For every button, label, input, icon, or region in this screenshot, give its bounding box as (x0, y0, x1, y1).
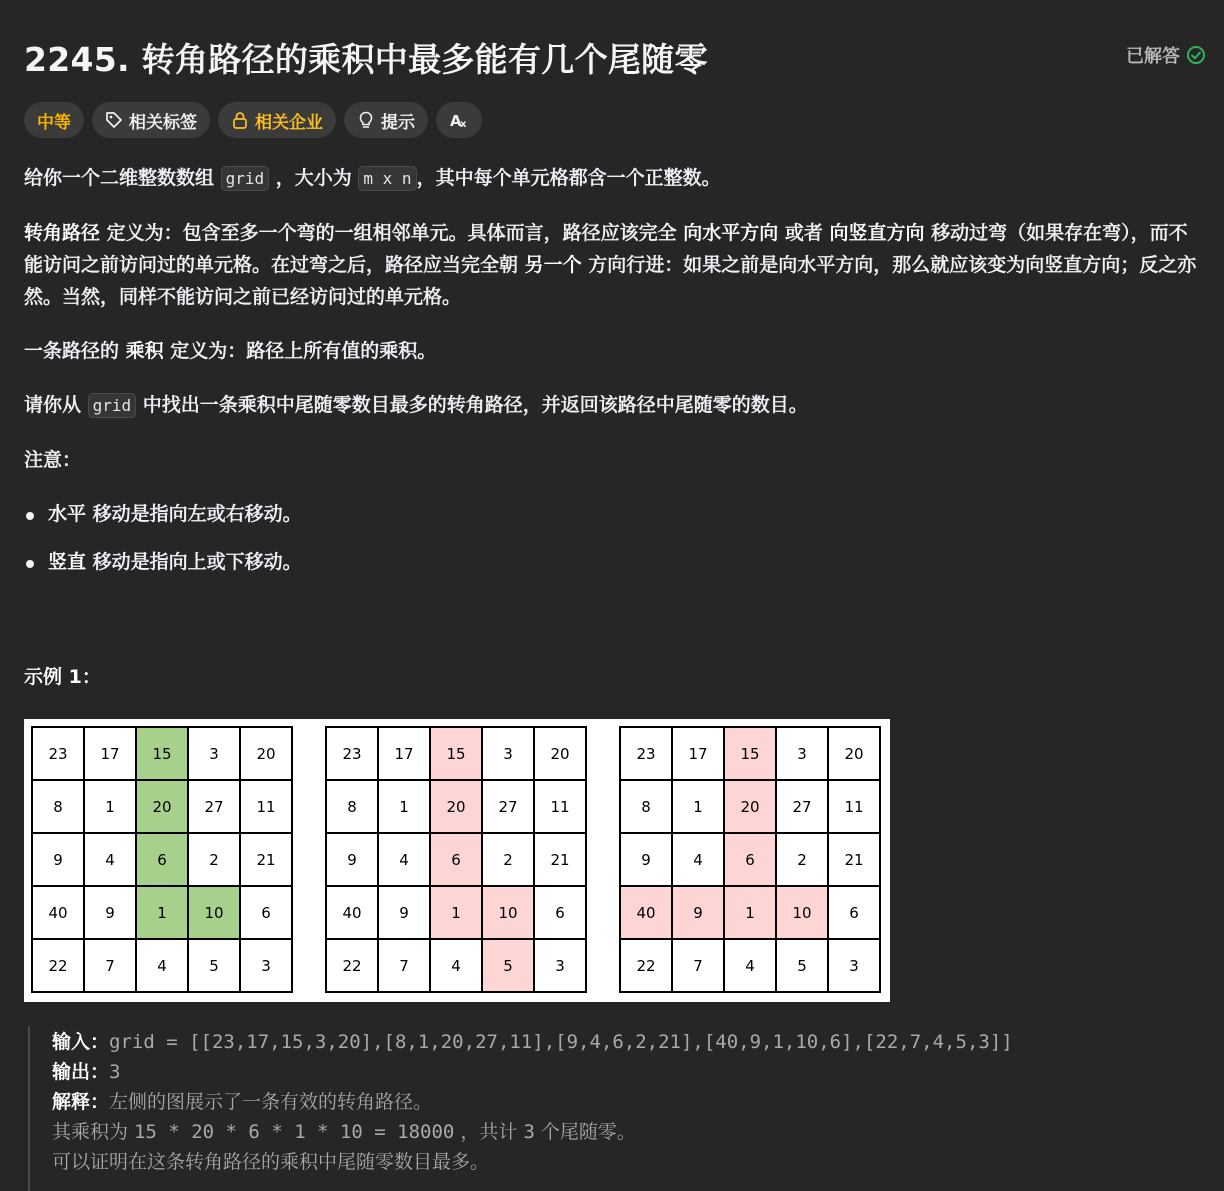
grid-cell: 3 (828, 939, 880, 992)
grid-cell: 15 (724, 727, 776, 780)
difficulty-badge[interactable]: 中等 (24, 102, 84, 138)
grid-cell: 17 (672, 727, 724, 780)
hint-label: 提示 (381, 112, 415, 133)
input-value: grid = [[23,17,15,3,20],[8,1,20,27,11],[9,4,6,2,21],[40,9,1,10,6],[22,7,4,5,3]] (109, 1031, 1013, 1053)
translate-button[interactable] (436, 102, 482, 138)
grid-cell: 6 (240, 886, 292, 939)
explain-line-2 (52, 1117, 1208, 1147)
desc-text: 方向行进：如果之前是向水平方向，那么就应该变为向竖直方向；反之亦然。当然，同样不能访问之前已经访问过的单元格。 (24, 254, 1197, 308)
desc-paragraph-4 (24, 389, 1204, 422)
grid-cell: 11 (534, 780, 586, 833)
desc-strong: 竖直 (48, 551, 87, 573)
grid-cell: 6 (534, 886, 586, 939)
grid-row (32, 727, 292, 780)
hint-button[interactable] (344, 102, 428, 138)
related-companies-button[interactable] (218, 102, 336, 138)
grid-cell: 27 (188, 780, 240, 833)
svg-text:x: x (460, 119, 467, 129)
desc-paragraph-3 (24, 335, 1204, 367)
desc-strong: 另一个 (524, 254, 582, 276)
grid-cell: 21 (534, 833, 586, 886)
grid-row (32, 833, 292, 886)
explain-formula: 15 * 20 * 6 * 1 * 10 = 18000 (134, 1121, 455, 1143)
grid-cell: 20 (724, 780, 776, 833)
grid-cell: 21 (828, 833, 880, 886)
grid-cell: 2 (188, 833, 240, 886)
grid-cell: 6 (828, 886, 880, 939)
grid-cell: 15 (430, 727, 482, 780)
grid-cell: 5 (482, 939, 534, 992)
desc-text: ，大小为 (269, 167, 359, 189)
grid-cell: 23 (620, 727, 672, 780)
grid-cell: 7 (672, 939, 724, 992)
grid-invalid-path-1 (325, 726, 587, 993)
tag-bar (24, 102, 482, 138)
desc-text: 移动是指向左或右移动。 (86, 503, 302, 525)
grid-cell: 4 (84, 833, 136, 886)
problem-title: 2245. 转角路径的乘积中最多能有几个尾随零 (24, 40, 708, 79)
example-figure (24, 719, 890, 1002)
grid-cell: 1 (84, 780, 136, 833)
grid-cell: 1 (672, 780, 724, 833)
example-title: 示例 1： (24, 666, 101, 688)
grid-cell: 27 (482, 780, 534, 833)
grid-cell: 3 (188, 727, 240, 780)
explain-text: 左侧的图展示了一条有效的转角路径。 (109, 1091, 433, 1113)
grid-cell: 5 (776, 939, 828, 992)
grid-cell: 1 (724, 886, 776, 939)
solved-label: 已解答 (1126, 46, 1180, 67)
output-label: 输出： (52, 1061, 110, 1083)
translate-icon (449, 111, 469, 129)
note-label: 注意： (24, 449, 82, 471)
tag-icon (105, 111, 123, 129)
grid-cell: 3 (240, 939, 292, 992)
grid-row (326, 833, 586, 886)
grid-cell: 9 (620, 833, 672, 886)
inline-code: grid (88, 393, 137, 418)
desc-text: 一条路径的 (24, 340, 126, 362)
grid-cell: 10 (776, 886, 828, 939)
desc-strong: 水平 (48, 503, 87, 525)
grid-cell: 20 (430, 780, 482, 833)
desc-text: ，其中每个单元格都含一个正整数。 (416, 167, 721, 189)
grid-cell: 23 (32, 727, 84, 780)
lightbulb-icon (357, 111, 375, 129)
input-label: 输入： (52, 1031, 110, 1053)
desc-strong: 乘积 (125, 340, 164, 362)
inline-code: m x n (358, 166, 416, 191)
grid-cell: 9 (32, 833, 84, 886)
desc-text: 移动过弯（如果存在弯），而不能访问之前访问过的单元格。在过弯之后，路径应当完全朝 (24, 222, 1188, 276)
grid-row (326, 939, 586, 992)
explain-count: 3 (523, 1121, 535, 1143)
grid-cell: 9 (672, 886, 724, 939)
grid-cell: 10 (188, 886, 240, 939)
related-tags-button[interactable] (92, 102, 210, 138)
grid-cell: 1 (136, 886, 188, 939)
grid-cell: 6 (430, 833, 482, 886)
grid-cell: 4 (378, 833, 430, 886)
grid-cell: 3 (776, 727, 828, 780)
grid-cell: 2 (482, 833, 534, 886)
desc-text: 给你一个二维整数数组 (24, 167, 221, 189)
explain-text: 个尾随零。 (534, 1121, 636, 1143)
desc-text: 请你从 (24, 394, 88, 416)
grid-cell: 40 (620, 886, 672, 939)
related-companies-label: 相关企业 (255, 112, 323, 133)
grid-cell: 2 (776, 833, 828, 886)
desc-text: 中找出一条乘积中尾随零数目最多的转角路径，并返回该路径中尾随零的数目。 (136, 394, 808, 416)
grid-cell: 23 (326, 727, 378, 780)
grid-cell: 20 (534, 727, 586, 780)
output-line (52, 1057, 1208, 1087)
grid-cell: 6 (136, 833, 188, 886)
grid-cell: 4 (724, 939, 776, 992)
grid-cell: 11 (828, 780, 880, 833)
grid-cell: 4 (136, 939, 188, 992)
desc-strong: 转角路径 (24, 222, 101, 244)
grid-row (32, 939, 292, 992)
grid-cell: 8 (32, 780, 84, 833)
grid-cell: 1 (378, 780, 430, 833)
desc-strong: 向竖直方向 (829, 222, 925, 244)
input-line (52, 1027, 1208, 1057)
explain-line (52, 1087, 1208, 1117)
grid-cell: 8 (620, 780, 672, 833)
desc-text: 移动是指向上或下移动。 (86, 551, 302, 573)
example-io-block (28, 1026, 1208, 1191)
grid-cell: 4 (672, 833, 724, 886)
output-value: 3 (109, 1061, 121, 1083)
grid-cell: 8 (326, 780, 378, 833)
grid-cell: 7 (378, 939, 430, 992)
grid-cell: 21 (240, 833, 292, 886)
grid-cell: 20 (828, 727, 880, 780)
grid-cell: 17 (84, 727, 136, 780)
grid-cell: 27 (776, 780, 828, 833)
grid-cell: 6 (724, 833, 776, 886)
list-item (24, 546, 1204, 578)
inline-code: grid (221, 166, 270, 191)
grid-cell: 9 (326, 833, 378, 886)
solved-status (1126, 42, 1206, 68)
grid-cell: 40 (32, 886, 84, 939)
grid-cell: 4 (430, 939, 482, 992)
grid-cell: 22 (326, 939, 378, 992)
grid-cell: 3 (534, 939, 586, 992)
grid-row (620, 727, 880, 780)
grid-cell: 1 (430, 886, 482, 939)
grid-cell: 10 (482, 886, 534, 939)
desc-text: 定义为：路径上所有值的乘积。 (163, 340, 437, 362)
explain-text: ，共计 (454, 1121, 524, 1143)
desc-text: 定义为：包含至多一个弯的一组相邻单元。具体而言，路径应该完全 (100, 222, 684, 244)
grid-cell: 9 (378, 886, 430, 939)
grid-cell: 9 (84, 886, 136, 939)
desc-paragraph-1 (24, 162, 1204, 195)
explain-label: 解释： (52, 1091, 110, 1113)
explain-text: 其乘积为 (52, 1121, 135, 1143)
grid-row (620, 886, 880, 939)
desc-text: 或者 (778, 222, 830, 244)
desc-strong: 向水平方向 (683, 222, 779, 244)
grid-cell: 40 (326, 886, 378, 939)
note-list (24, 498, 1204, 578)
grid-row (620, 833, 880, 886)
lock-icon (231, 111, 249, 129)
list-item (24, 498, 1204, 530)
grid-cell: 20 (240, 727, 292, 780)
related-tags-label: 相关标签 (129, 112, 197, 133)
grid-cell: 5 (188, 939, 240, 992)
explain-line-3: 可以证明在这条转角路径的乘积中尾随零数目最多。 (52, 1151, 490, 1173)
grid-cell: 17 (378, 727, 430, 780)
grid-cell: 20 (136, 780, 188, 833)
desc-paragraph-2 (24, 217, 1204, 313)
grid-row (326, 780, 586, 833)
grid-cell: 22 (32, 939, 84, 992)
svg-text:A: A (450, 112, 462, 129)
grid-row (32, 780, 292, 833)
grid-cell: 3 (482, 727, 534, 780)
grid-cell: 7 (84, 939, 136, 992)
grid-row (326, 886, 586, 939)
check-circle-icon (1186, 45, 1206, 65)
problem-description (24, 162, 1204, 594)
grid-row (620, 780, 880, 833)
grid-cell: 22 (620, 939, 672, 992)
grid-invalid-path-2 (619, 726, 881, 993)
grid-row (32, 886, 292, 939)
grid-cell: 15 (136, 727, 188, 780)
grid-valid-path (31, 726, 293, 993)
grid-cell: 11 (240, 780, 292, 833)
grid-row (326, 727, 586, 780)
grid-row (620, 939, 880, 992)
